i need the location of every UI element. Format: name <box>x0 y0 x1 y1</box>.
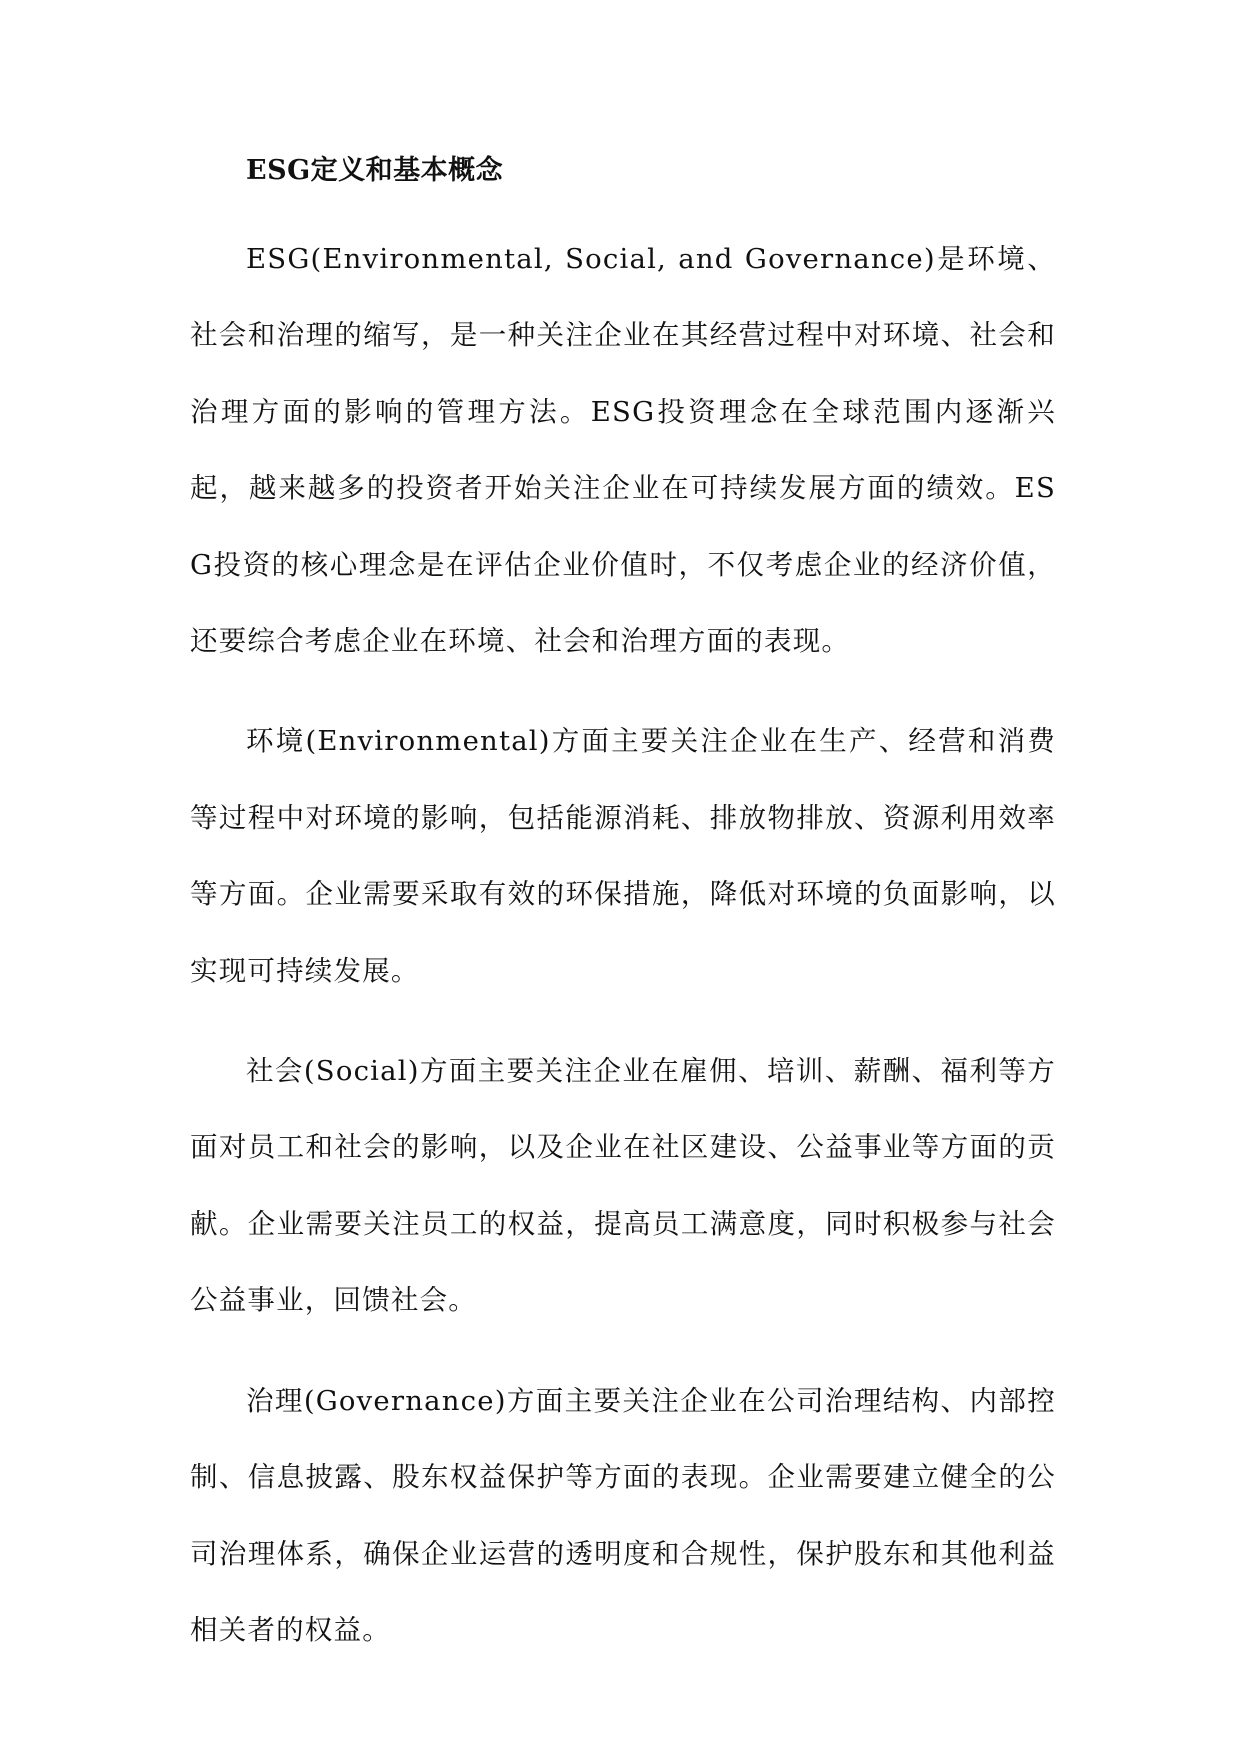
document-body <box>190 145 1056 1668</box>
paragraph-environmental: 环境(Environmental)方面主要关注企业在生产、经营和消费等过程中对环境的影响，包括能源消耗、排放物排放、资源利用效率等方面。企业需要采取有效的环保措施，降低对环境的负面影响，以实现可持续发展。 <box>190 725 1056 987</box>
paragraph-esg-definition: ESG(Environmental, Social, and Governance)是环境、社会和治理的缩写，是一种关注企业在其经营过程中对环境、社会和治理方面的影响的管理方法。ESG投资理念在全球范围内逐渐兴起，越来越多的投资者开始关注企业在可持续发展方面的绩效。ESG投资的核心理念是在评估企业价值时，不仅考虑企业的经济价值，还要综合考虑企业在环境、社会和治理方面的表现。 <box>190 243 1056 658</box>
document-title: ESG定义和基本概念 <box>246 155 504 186</box>
paragraph-social: 社会(Social)方面主要关注企业在雇佣、培训、薪酬、福利等方面对员工和社会的影响，以及企业在社区建设、公益事业等方面的贡献。企业需要关注员工的权益，提高员工满意度，同时积极参与社会公益事业，回馈社会。 <box>190 1055 1056 1317</box>
paragraph-governance: 治理(Governance)方面主要关注企业在公司治理结构、内部控制、信息披露、股东权益保护等方面的表现。企业需要建立健全的公司治理体系，确保企业运营的透明度和合规性，保护股东和其他利益相关者的权益。 <box>190 1384 1056 1646</box>
